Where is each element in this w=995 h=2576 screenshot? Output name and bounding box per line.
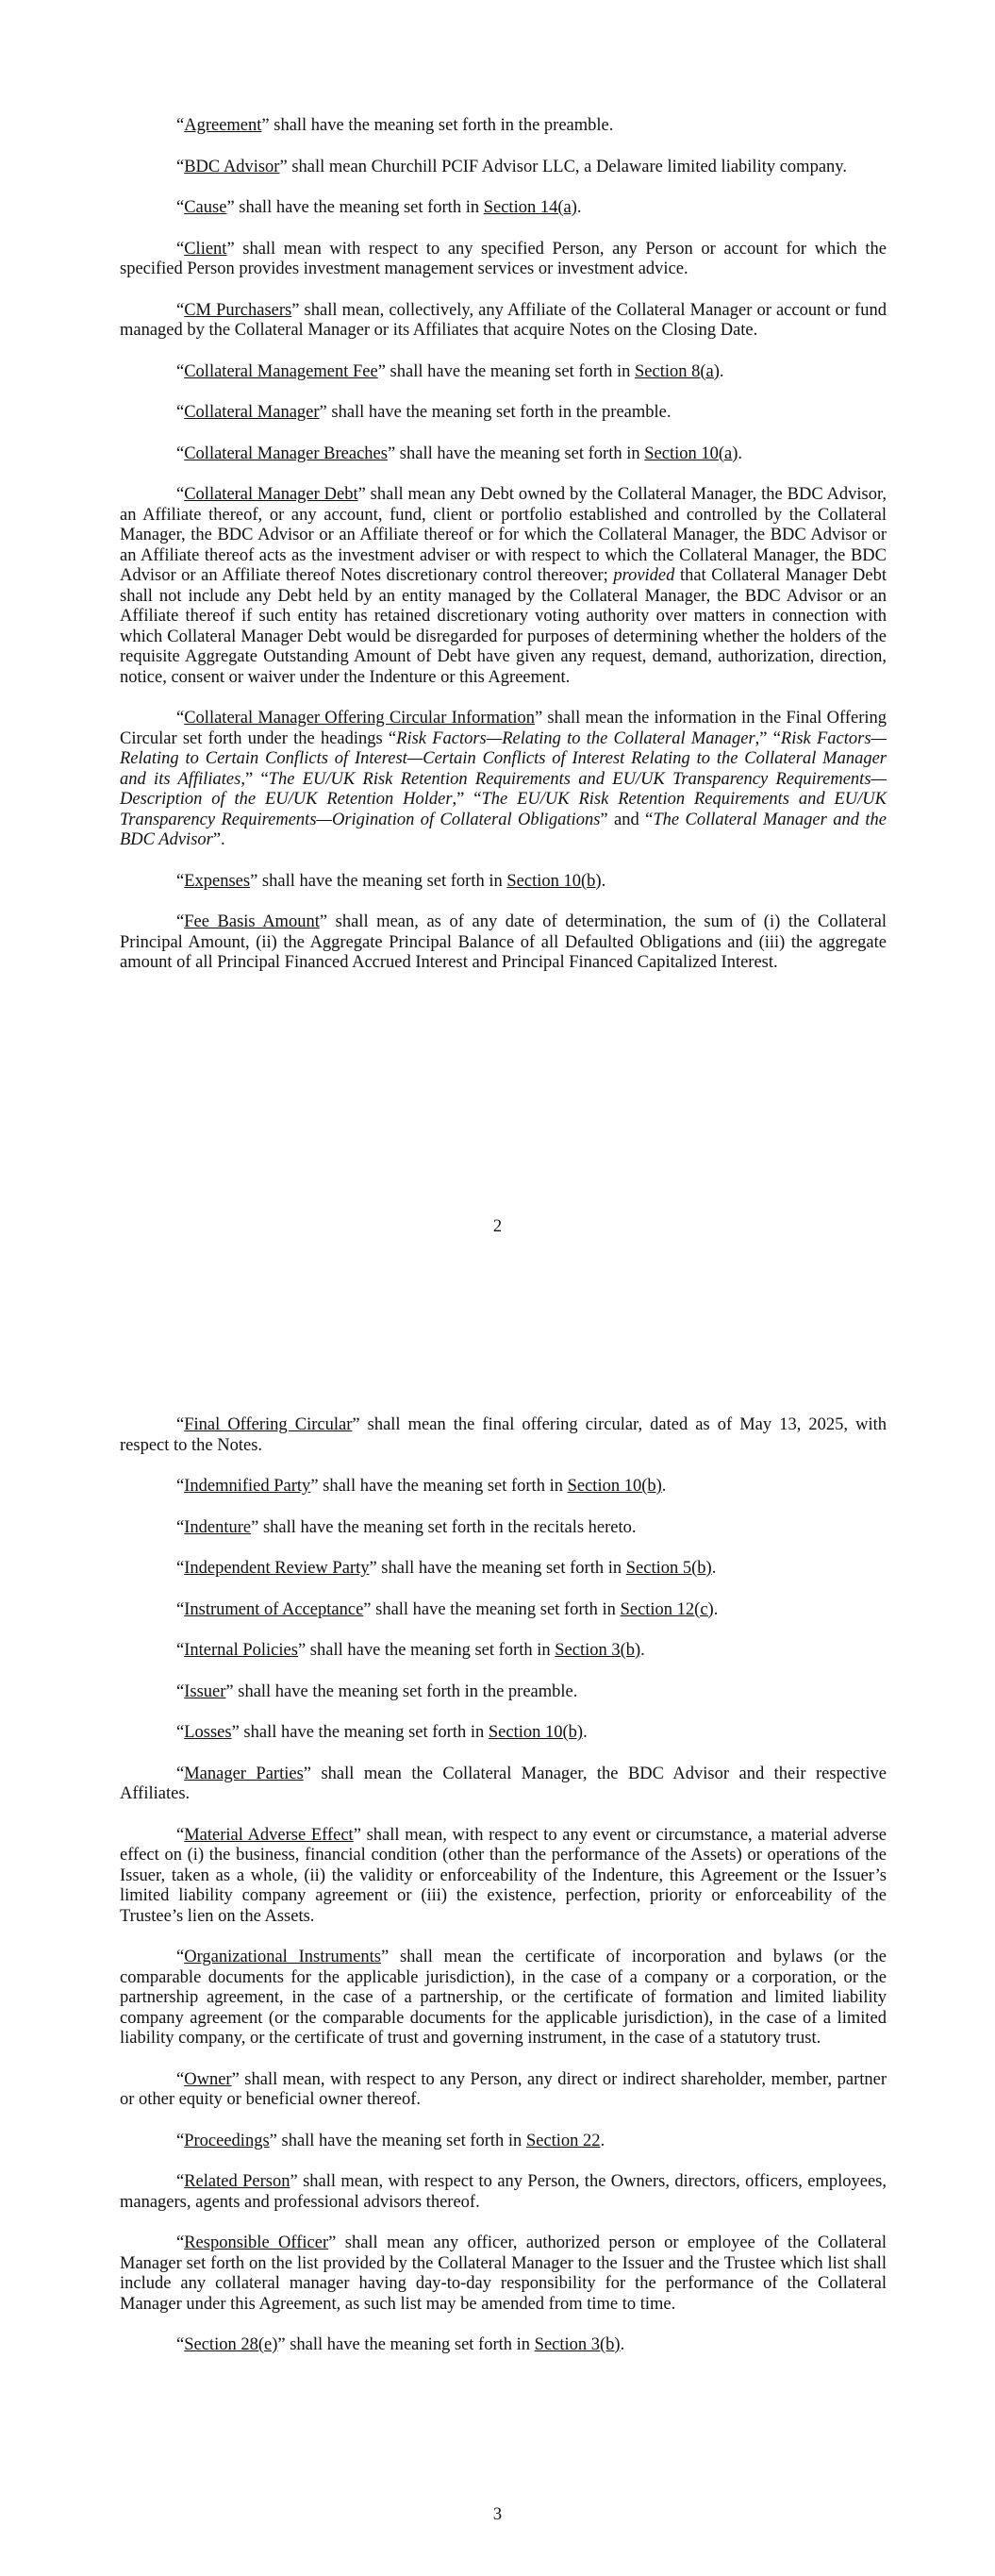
definition-expenses: “Expenses” shall have the meaning set forth in Section 10(b). <box>176 871 606 891</box>
defined-term: Manager Parties <box>184 1764 304 1783</box>
defined-term: Collateral Manager Debt <box>184 485 358 504</box>
defined-term: Indemnified Party <box>184 1477 311 1496</box>
defined-term: Final Offering Circular <box>184 1415 353 1434</box>
defined-term: Collateral Manager <box>184 403 320 422</box>
definition-cause: “Cause” shall have the meaning set forth in Section 14(a). <box>176 198 582 217</box>
section-reference: Section 3(b) <box>534 2335 621 2354</box>
definition-collateral-manager-offering-circular-information: “Collateral Manager Offering Circular Information” shall mean the information in the Final Offering Circular set forth under the headings “Risk Factors—Relating to the Collateral Manager,” “Risk Factors—Relating to Certain Conflicts of Interest—Certain Conflicts of Interest Relating to the Collateral Manager and its Affiliates,” “The EU/UK Risk Retention Requirements and EU/UK Transparency Requirements—Description of the EU/UK Retention Holder,” “The EU/UK Risk Retention Requirements and EU/UK Transparency Requirements—Origination of Collateral Obligations” and “The Collateral Manager and the BDC Advisor”. <box>120 709 887 849</box>
definition-collateral-management-fee: “Collateral Management Fee” shall have the meaning set forth in Section 8(a). <box>176 361 724 381</box>
heading-reference: Risk Factors—Relating to the Collateral Manager <box>396 728 755 748</box>
defined-term: Responsible Officer <box>184 2233 329 2252</box>
definition-indemnified-party: “Indemnified Party” shall have the meaning set forth in Section 10(b). <box>176 1477 667 1496</box>
definition-proceedings: “Proceedings” shall have the meaning set forth in Section 22. <box>176 2131 605 2150</box>
defined-term: Instrument of Acceptance <box>184 1599 364 1619</box>
defined-term: Independent Review Party <box>184 1559 370 1578</box>
definition-collateral-manager: “Collateral Manager” shall have the meaning set forth in the preamble. <box>176 403 672 422</box>
definition-internal-policies: “Internal Policies” shall have the meaning set forth in Section 3(b). <box>176 1641 645 1660</box>
definition-section-28e: “Section 28(e)” shall have the meaning set forth in Section 3(b). <box>176 2335 625 2354</box>
heading-reference: Risk Factors—Relating to Certain Conflicts of Interest—Certain Conflicts of Interest Relating to the Collateral Manager and its Affiliates <box>120 728 887 789</box>
section-reference: Section 10(b) <box>506 871 602 891</box>
definition-cm-purchasers: “CM Purchasers” shall mean, collectively, any Affiliate of the Collateral Manager or account or fund managed by the Collateral Manager or its Affiliates that acquire Notes on the Closing Date. <box>120 300 887 340</box>
section-reference: Section 12(c) <box>620 1599 714 1619</box>
definition-related-person: “Related Person” shall mean, with respect to any Person, the Owners, directors, officers, employees, managers, agents and professional advisors thereof. <box>120 2172 887 2212</box>
section-reference: Section 10(b) <box>567 1477 662 1496</box>
definition-organizational-instruments: “Organizational Instruments” shall mean the certificate of incorporation and bylaws (or the comparable documents for the applicable jurisdiction), in the case of a company or a corporation, or the partnership agreement, in the case of a partnership, or the certificate of formation and limited liability company agreement (or the comparable documents for the applicable jurisdiction), in the case of a limited liability company, or the certificate of trust and governing instrument, in the case of a statutory trust. <box>120 1948 887 2048</box>
section-reference: Section 10(a) <box>644 443 738 463</box>
definition-losses: “Losses” shall have the meaning set forth in Section 10(b). <box>176 1723 588 1742</box>
definition-material-adverse-effect: “Material Adverse Effect” shall mean, with respect to any event or circumstance, a material adverse effect on (i) the business, financial condition (other than the performance of the Assets) or operations of the Issuer, taken as a whole, (ii) the validity or enforceability of the Indenture, this Agreement or the Issuer’s limited liability company agreement or (iii) the existence, perfection, priority or enforceability of the Trustee’s lien on the Assets. <box>120 1825 887 1926</box>
definition-collateral-manager-debt: “Collateral Manager Debt” shall mean any Debt owned by the Collateral Manager, the BDC Advisor, an Affiliate thereof, or any account, fund, client or portfolio established and controlled by the Collateral Manager, the BDC Advisor or an Affiliate thereof or for which the Collateral Manager, the BDC Advisor or an Affiliate thereof acts as the investment adviser or with respect to which the Collateral Manager, the BDC Advisor or an Affiliate thereof Notes discretionary control thereover; provided that Collateral Manager Debt shall not include any Debt held by an entity managed by the Collateral Manager, the BDC Advisor or an Affiliate thereof if such entity has retained discretionary voting authority over matters in connection with which Collateral Manager Debt would be disregarded for purposes of determining whether the holders of the requisite Aggregate Outstanding Amount of Debt have given any request, demand, authorization, direction, notice, consent or waiver under the Indenture or this Agreement. <box>120 485 887 687</box>
document-page-3 <box>0 1288 995 2576</box>
defined-term: Related Person <box>184 2172 290 2191</box>
defined-term: Indenture <box>184 1517 252 1537</box>
defined-term: Agreement <box>184 116 262 135</box>
page-3-body <box>120 1415 887 2377</box>
definition-indenture: “Indenture” shall have the meaning set forth in the recitals hereto. <box>176 1517 637 1537</box>
defined-term: Collateral Management Fee <box>184 361 378 381</box>
definition-bdc-advisor: “BDC Advisor” shall mean Churchill PCIF Advisor LLC, a Delaware limited liability company. <box>176 157 847 176</box>
section-reference: Section 14(a) <box>483 198 577 217</box>
definition-issuer: “Issuer” shall have the meaning set forth in the preamble. <box>176 1681 578 1701</box>
definition-independent-review-party: “Independent Review Party” shall have the meaning set forth in Section 5(b). <box>176 1559 717 1578</box>
defined-term: Client <box>184 239 227 259</box>
heading-reference: The EU/UK Risk Retention Requirements and EU/UK Transparency Requirements—Description of the EU/UK Retention Holder <box>120 769 887 809</box>
definition-instrument-of-acceptance: “Instrument of Acceptance” shall have the meaning set forth in Section 12(c). <box>176 1599 719 1619</box>
defined-term: Organizational Instruments <box>184 1948 381 1966</box>
defined-term: Issuer <box>184 1681 226 1701</box>
section-reference: Section 22 <box>525 2131 601 2150</box>
defined-term: Cause <box>184 198 227 217</box>
defined-term: Collateral Manager Offering Circular Information <box>184 709 535 728</box>
definition-responsible-officer: “Responsible Officer” shall mean any officer, authorized person or employee of the Collateral Manager set forth on the list provided by the Collateral Manager to the Issuer and the Trustee which list shall include any collateral manager having day-to-day responsibility for the performance of the Collateral Manager under this Agreement, as such list may be amended from time to time. <box>120 2233 887 2314</box>
defined-term: Material Adverse Effect <box>184 1825 354 1845</box>
page-2-body <box>120 116 887 995</box>
defined-term: Proceedings <box>184 2131 270 2150</box>
section-reference: Section 8(a) <box>634 361 720 381</box>
page-number: 3 <box>492 2505 503 2524</box>
heading-reference: The Collateral Manager and the BDC Advisor <box>120 810 887 849</box>
definition-agreement: “Agreement” shall have the meaning set forth in the preamble. <box>176 116 614 135</box>
definition-final-offering-circular: “Final Offering Circular” shall mean the final offering circular, dated as of May 13, 2025, with respect to the Notes. <box>120 1415 887 1455</box>
definition-manager-parties: “Manager Parties” shall mean the Collateral Manager, the BDC Advisor and their respective Affiliates. <box>120 1764 887 1803</box>
section-reference: Section 10(b) <box>488 1723 584 1742</box>
defined-term: Fee Basis Amount <box>184 912 320 931</box>
definition-client: “Client” shall mean with respect to any specified Person, any Person or account for which the specified Person provides investment management services or investment advice. <box>120 239 887 278</box>
heading-reference: The EU/UK Risk Retention Requirements and EU/UK Transparency Requirements—Origination of Collateral Obligations <box>120 790 887 829</box>
defined-term: Collateral Manager Breaches <box>184 443 388 463</box>
defined-term: Owner <box>184 2069 232 2089</box>
defined-term: BDC Advisor <box>184 157 280 176</box>
section-reference: Section 5(b) <box>625 1559 712 1578</box>
section-reference: Section 3(b) <box>555 1641 641 1660</box>
defined-term: Expenses <box>184 871 251 891</box>
page-number: 2 <box>492 1217 503 1236</box>
defined-term: Losses <box>184 1723 232 1742</box>
definition-owner: “Owner” shall mean, with respect to any Person, any direct or indirect shareholder, member, partner or other equity or beneficial owner thereof. <box>120 2069 887 2109</box>
defined-term: Internal Policies <box>184 1641 298 1660</box>
defined-term: Section 28(e) <box>184 2335 278 2354</box>
definition-fee-basis-amount: “Fee Basis Amount” shall mean, as of any date of determination, the sum of (i) the Collateral Principal Amount, (ii) the Aggregate Principal Balance of all Defaulted Obligations and (iii) the aggregate amount of all Principal Financed Accrued Interest and Principal Financed Capitalized Interest. <box>120 912 887 972</box>
defined-term: CM Purchasers <box>184 300 292 320</box>
definition-collateral-manager-breaches: “Collateral Manager Breaches” shall have the meaning set forth in Section 10(a). <box>176 443 743 463</box>
